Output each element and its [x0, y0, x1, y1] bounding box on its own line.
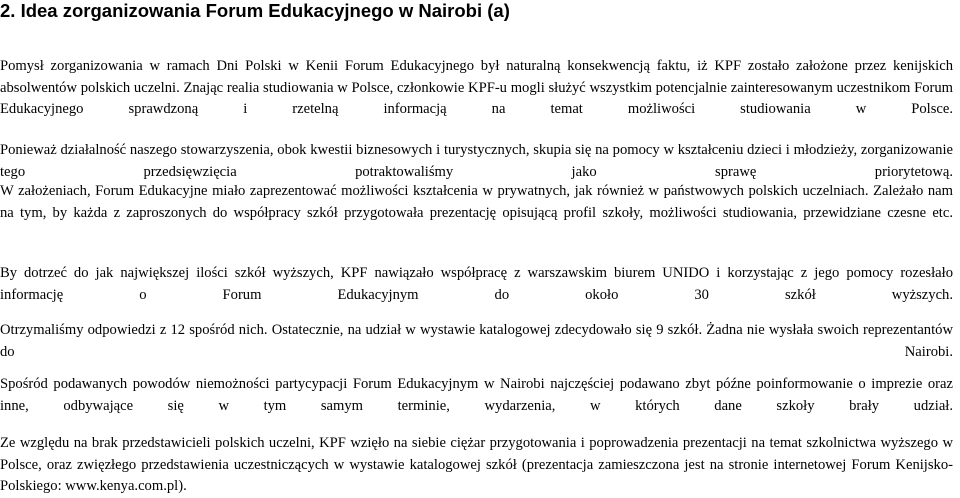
- paragraph-reasons: Spośród podawanych powodów niemożności partycypacji Forum Edukacyjnym w Nairobi najczęściej podawano zbyt późne poinformowanie o imprezie oraz inne, odbywające się w tym samym terminie, wydarzenia, w których dane szkoły brały udział.: [0, 376, 953, 414]
- section-heading: 2. Idea zorganizowania Forum Edukacyjnego w Nairobi (a): [0, 0, 510, 21]
- paragraph-unido-cooperation: By dotrzeć do jak największej ilości szkół wyższych, KPF nawiązało współpracę z warszawskim biurem UNIDO i korzystając z jego pomocy rozesłało informację o Forum Edukacyjnym do około 30 szkół wyższych.: [0, 265, 953, 303]
- paragraph-responses: Otrzymaliśmy odpowiedzi z 12 spośród nich. Ostatecznie, na udział w wystawie katalogowej zdecydowało się 9 szkół. Żadna nie wysłała swoich reprezentantów do Nairobi.: [0, 322, 953, 360]
- paragraph-priority: Ponieważ działalność naszego stowarzyszenia, obok kwestii biznesowych i turystycznych, skupia się na pomocy w kształceniu dzieci i młodzieży, zorganizowanie tego przedsięwzięcia potraktowaliśmy jako sprawę priorytetową.: [0, 142, 953, 180]
- paragraph-kpf-presentation: Ze względu na brak przedstawicieli polskich uczelni, KPF wzięło na siebie ciężar przygotowania i poprowadzenia prezentacji na temat szkolnictwa wyższego w Polsce, oraz zwięzłego przedstawienia uczestniczących w wystawie katalogowej szkół (prezentacja zamieszczona jest na stronie internetowej Forum Kenijsko-Polskiego: www.kenya.com.pl).: [0, 435, 953, 494]
- paragraph-idea-origin: Pomysł zorganizowania w ramach Dni Polski w Kenii Forum Edukacyjnego był naturalną konsekwencją faktu, iż KPF zostało założone przez kenijskich absolwentów polskich uczelni. Znając realia studiowania w Polsce, członkowie KPF-u mogli służyć wszystkim potencjalnie zainteresowanym uczestnikom Forum Edukacyjnego sprawdzoną i rzetelną informacją na temat możliwości studiowania w Polsce.: [0, 58, 953, 117]
- paragraph-assumptions: W założeniach, Forum Edukacyjne miało zaprezentować możliwości kształcenia w prywatnych, jak również w państwowych polskich uczelniach. Zależało nam na tym, by każda z zaproszonych do współpracy szkół przygotowała prezentację opisującą profil szkoły, możliwości studiowania, przewidziane czesne etc.: [0, 183, 953, 221]
